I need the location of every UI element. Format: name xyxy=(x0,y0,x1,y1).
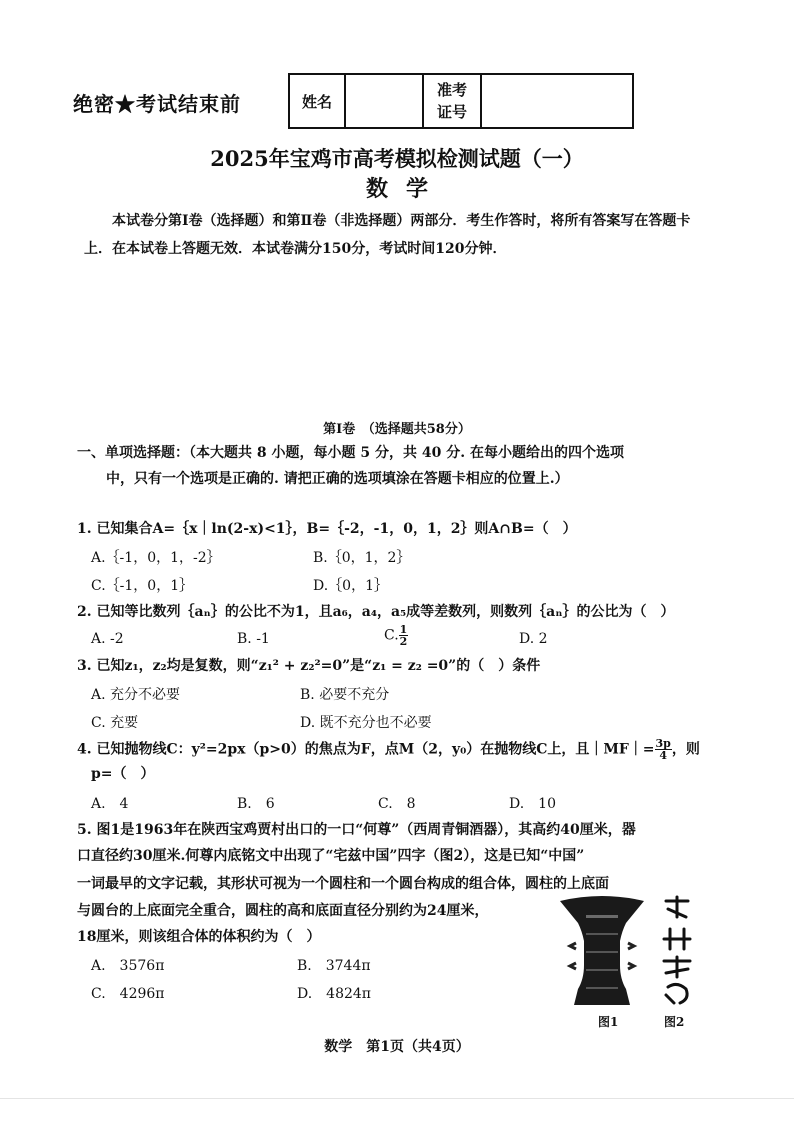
name-field[interactable] xyxy=(345,74,423,128)
q1-option-b: B.｛0，1，2｝ xyxy=(313,550,411,566)
q4-option-a: A. 4 xyxy=(91,796,129,812)
figure-2-label: 图2 xyxy=(664,1015,685,1029)
question-5-line4: 与圆台的上底面完全重合，圆柱的高和底面直径分别约为24厘米， xyxy=(77,903,489,919)
q3-option-a: A. 充分不必要 xyxy=(91,687,181,703)
exam-title: 2025年宝鸡市高考模拟检测试题（一） xyxy=(210,146,584,171)
question-4-stem xyxy=(77,738,700,761)
q2-option-c-numerator: 1 xyxy=(399,623,408,636)
q4-fraction-numerator: 3p xyxy=(655,737,671,750)
q4-fraction xyxy=(655,738,672,761)
q3-option-d: D. 既不充分也不必要 xyxy=(300,715,432,731)
exam-id-label-line2: 证号 xyxy=(436,103,467,121)
question-4-stem-line2: p=（ ） xyxy=(91,766,155,782)
q1-option-c: C.｛-1，0，1｝ xyxy=(91,578,194,594)
q1-option-d: D.｛0，1｝ xyxy=(313,578,388,594)
q2-option-c xyxy=(384,624,408,647)
q2-option-c-prefix: C. xyxy=(384,627,399,644)
page-footer: 数学 第1页（共4页） xyxy=(324,1039,470,1055)
q4-stem-part1: 4. 已知抛物线C：y²=2px（p>0）的焦点为F，点M（2，y₀）在抛物线C上，且｜MF｜= xyxy=(77,741,655,758)
q2-option-b: B. -1 xyxy=(237,631,270,647)
q2-option-a: A. -2 xyxy=(91,631,124,647)
section-heading: 第Ⅰ卷 （选择题共58分） xyxy=(323,422,471,437)
q3-option-b: B. 必要不充分 xyxy=(300,687,390,703)
question-5-line3: 一词最早的文字记载，其形状可视为一个圆柱和一个圆台构成的组合体，圆柱的上底面 xyxy=(77,876,609,892)
q4-fraction-denominator: 4 xyxy=(659,749,668,762)
q4-option-d: D. 10 xyxy=(509,796,556,812)
question-5-line2: 口直径约30厘米.何尊内底铭文中出现了“宅兹中国”四字（图2），这是已知“中国” xyxy=(77,848,585,864)
exam-id-field[interactable] xyxy=(481,74,633,128)
question-3-stem: 3. 已知z₁，z₂均是复数，则“z₁² + z₂²=0”是“z₁ = z₂ =0”的（ ）条件 xyxy=(77,658,541,674)
q2-option-c-denominator: 2 xyxy=(399,635,408,648)
q3-option-c: C. 充要 xyxy=(91,715,139,731)
question-2-stem: 2. 已知等比数列｛aₙ｝的公比不为1，且a₆，a₄，a₅成等差数列，则数列｛aₙ｝的公比为（ ） xyxy=(77,604,675,620)
confidential-label: 绝密★考试结束前 xyxy=(73,92,241,116)
q5-option-d: D. 4824π xyxy=(297,986,372,1002)
figure-1-bronze-vessel xyxy=(556,893,648,1011)
candidate-info-table xyxy=(288,73,634,129)
question-5-line1: 5. 图1是1963年在陕西宝鸡贾村出口的一口“何尊”（西周青铜酒器），其高约40厘米，器 xyxy=(77,822,636,838)
name-label: 姓名 xyxy=(289,74,345,128)
exam-instructions: 本试卷分第Ⅰ卷（选择题）和第Ⅱ卷（非选择题）两部分．考生作答时，将所有答案写在答题卡上．在本试卷上答题无效．本试卷满分150分，考试时间120分钟． xyxy=(84,213,691,257)
subject-title: 数学 xyxy=(365,176,446,202)
part-title-line2: 中，只有一个选项是正确的. 请把正确的选项填涂在答题卡相应的位置上.） xyxy=(106,471,569,487)
part-title-line1: 一、单项选择题：（本大题共 8 小题，每小题 5 分，共 40 分. 在每小题给出的四个选项 xyxy=(77,445,624,461)
q5-option-a: A. 3576π xyxy=(91,958,165,974)
figure-1-label: 图1 xyxy=(598,1015,619,1029)
q5-option-b: B. 3744π xyxy=(297,958,371,974)
q2-option-c-fraction xyxy=(399,624,409,647)
exam-id-label xyxy=(423,74,481,128)
q5-option-c: C. 4296π xyxy=(91,986,165,1002)
question-5-line5: 18厘米，则该组合体的体积约为（ ） xyxy=(77,929,321,945)
q4-option-c: C. 8 xyxy=(378,796,416,812)
q1-option-a: A.｛-1，0，1，-2｝ xyxy=(91,550,221,566)
exam-id-label-line1: 准考 xyxy=(436,81,467,99)
q4-option-b: B. 6 xyxy=(237,796,275,812)
q2-option-d: D. 2 xyxy=(519,631,548,647)
figure-2-inscription xyxy=(660,895,694,1007)
q4-stem-part2: ，则 xyxy=(671,741,700,758)
question-1-stem: 1. 已知集合A=｛x｜ln(2-x)<1｝，B=｛-2，-1，0，1，2｝则A∩B=（ ） xyxy=(77,521,577,537)
page-bottom-divider xyxy=(0,1098,794,1099)
